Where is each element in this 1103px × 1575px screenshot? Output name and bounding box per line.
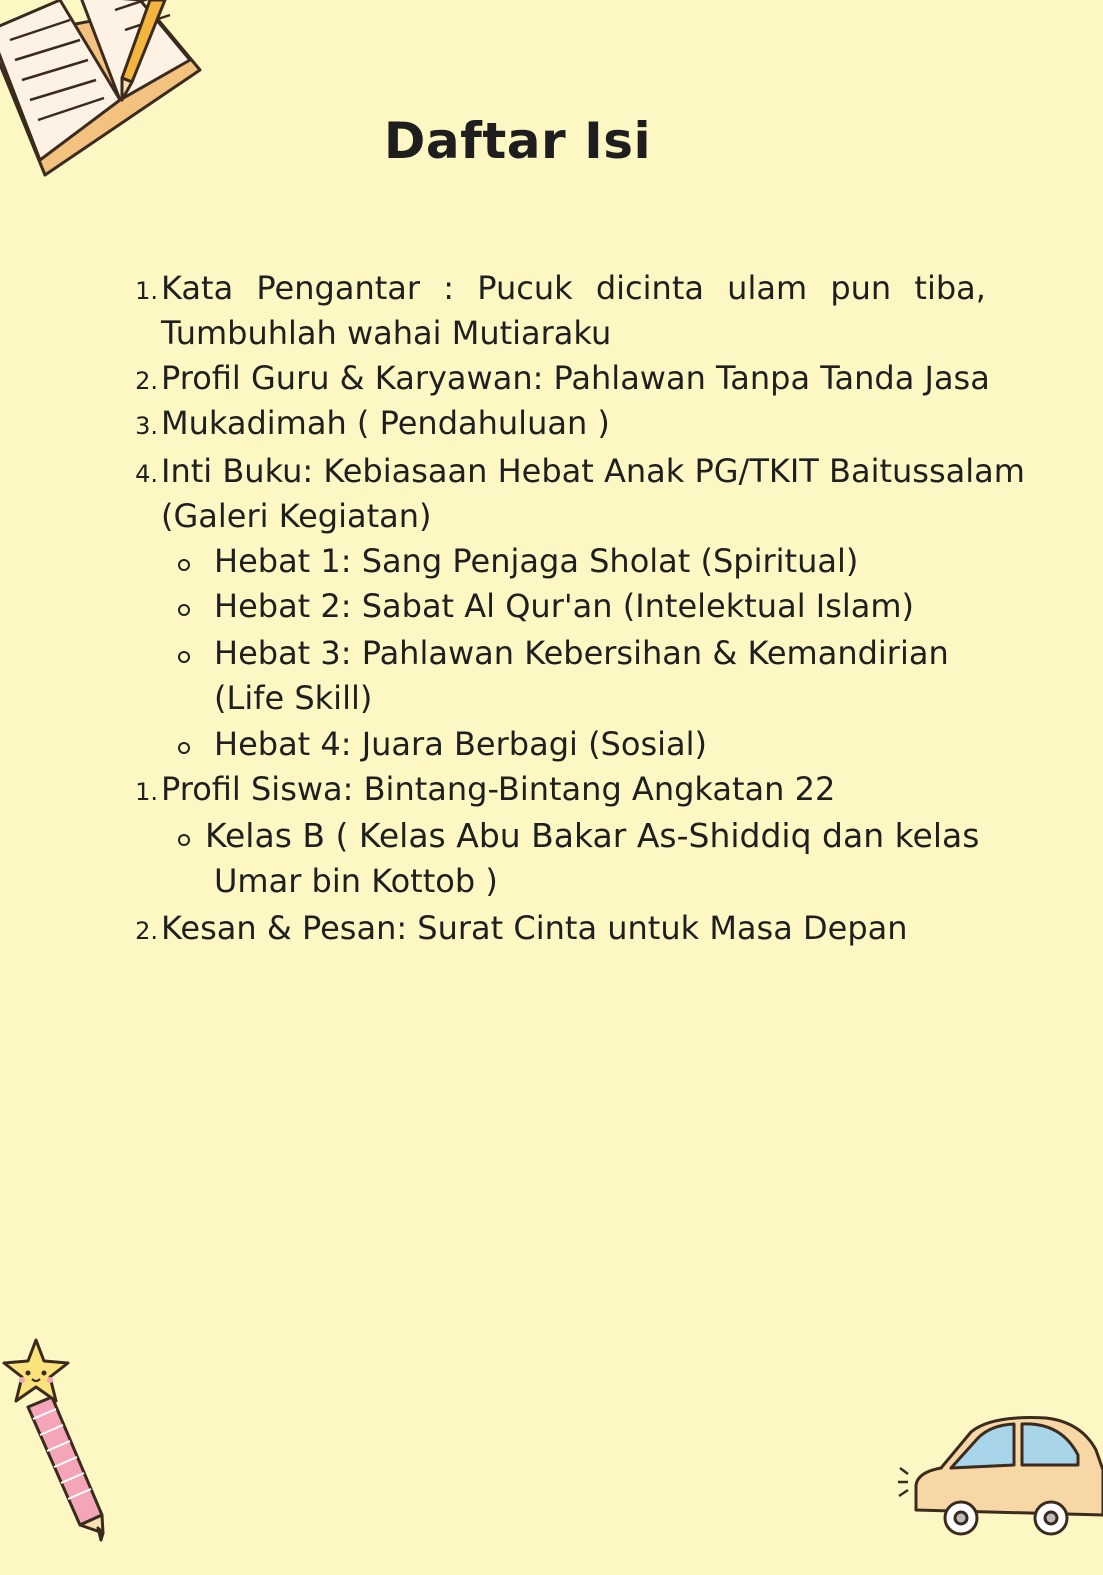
toc-word: Kata	[161, 269, 234, 307]
toc-word: dicinta	[595, 269, 704, 307]
toc-word: Pengantar	[256, 269, 421, 307]
toc-subitem-hebat-3: Hebat 3: Pahlawan Kebersihan & Kemandirian	[214, 634, 949, 672]
toc-subitem-hebat-4: Hebat 4: Juara Berbagi (Sosial)	[214, 725, 707, 763]
toc-item-continuation: Umar bin Kottob )	[214, 862, 498, 900]
toc-item-continuation: (Galeri Kegiatan)	[161, 497, 432, 535]
toc-word: tiba,	[914, 269, 986, 307]
toc-item-kesan-pesan: Kesan & Pesan: Surat Cinta untuk Masa Depan	[161, 909, 908, 947]
toc-number: 1.	[135, 778, 158, 806]
toc-item-inti-buku: Inti Buku: Kebiasaan Hebat Anak PG/TKIT Baitussalam	[161, 452, 1025, 490]
toc-word: Pucuk	[477, 269, 573, 307]
toy-car-icon	[896, 1410, 1103, 1550]
toc-subitem-hebat-2: Hebat 2: Sabat Al Qur'an (Intelektual Islam)	[214, 587, 915, 625]
toc-item-profil-siswa: Profil Siswa: Bintang-Bintang Angkatan 22	[161, 770, 836, 808]
toc-number: 2.	[135, 917, 158, 945]
toc-item-mukadimah: Mukadimah ( Pendahuluan )	[161, 404, 610, 442]
toc-word: :	[443, 269, 455, 307]
toc-number: 3.	[135, 412, 158, 440]
bullet-circle-icon	[178, 742, 190, 754]
bullet-circle-icon	[178, 604, 190, 616]
bullet-circle-icon	[178, 559, 190, 571]
toc-number: 1.	[135, 277, 158, 305]
toc-subitem-hebat-1: Hebat 1: Sang Penjaga Sholat (Spiritual)	[214, 542, 859, 580]
toc-item-continuation: Tumbuhlah wahai Mutiaraku	[161, 314, 612, 352]
toc-subitem-kelas-b: Kelas B ( Kelas Abu Bakar As-Shiddiq dan kelas	[205, 816, 980, 855]
star-pencil-icon	[0, 1335, 130, 1545]
toc-word: pun	[830, 269, 892, 307]
toc-item-profil-guru: Profil Guru & Karyawan: Pahlawan Tanpa Tanda Jasa	[161, 359, 990, 397]
toc-number: 2.	[135, 367, 158, 395]
toc-number: 4.	[135, 460, 158, 488]
toc-item-continuation: (Life Skill)	[214, 679, 373, 717]
bullet-circle-icon	[178, 651, 190, 663]
page-title: Daftar Isi	[383, 112, 652, 170]
toc-word: ulam	[727, 269, 808, 307]
bullet-circle-icon	[178, 834, 190, 846]
toc-item-kata-pengantar	[161, 268, 986, 308]
